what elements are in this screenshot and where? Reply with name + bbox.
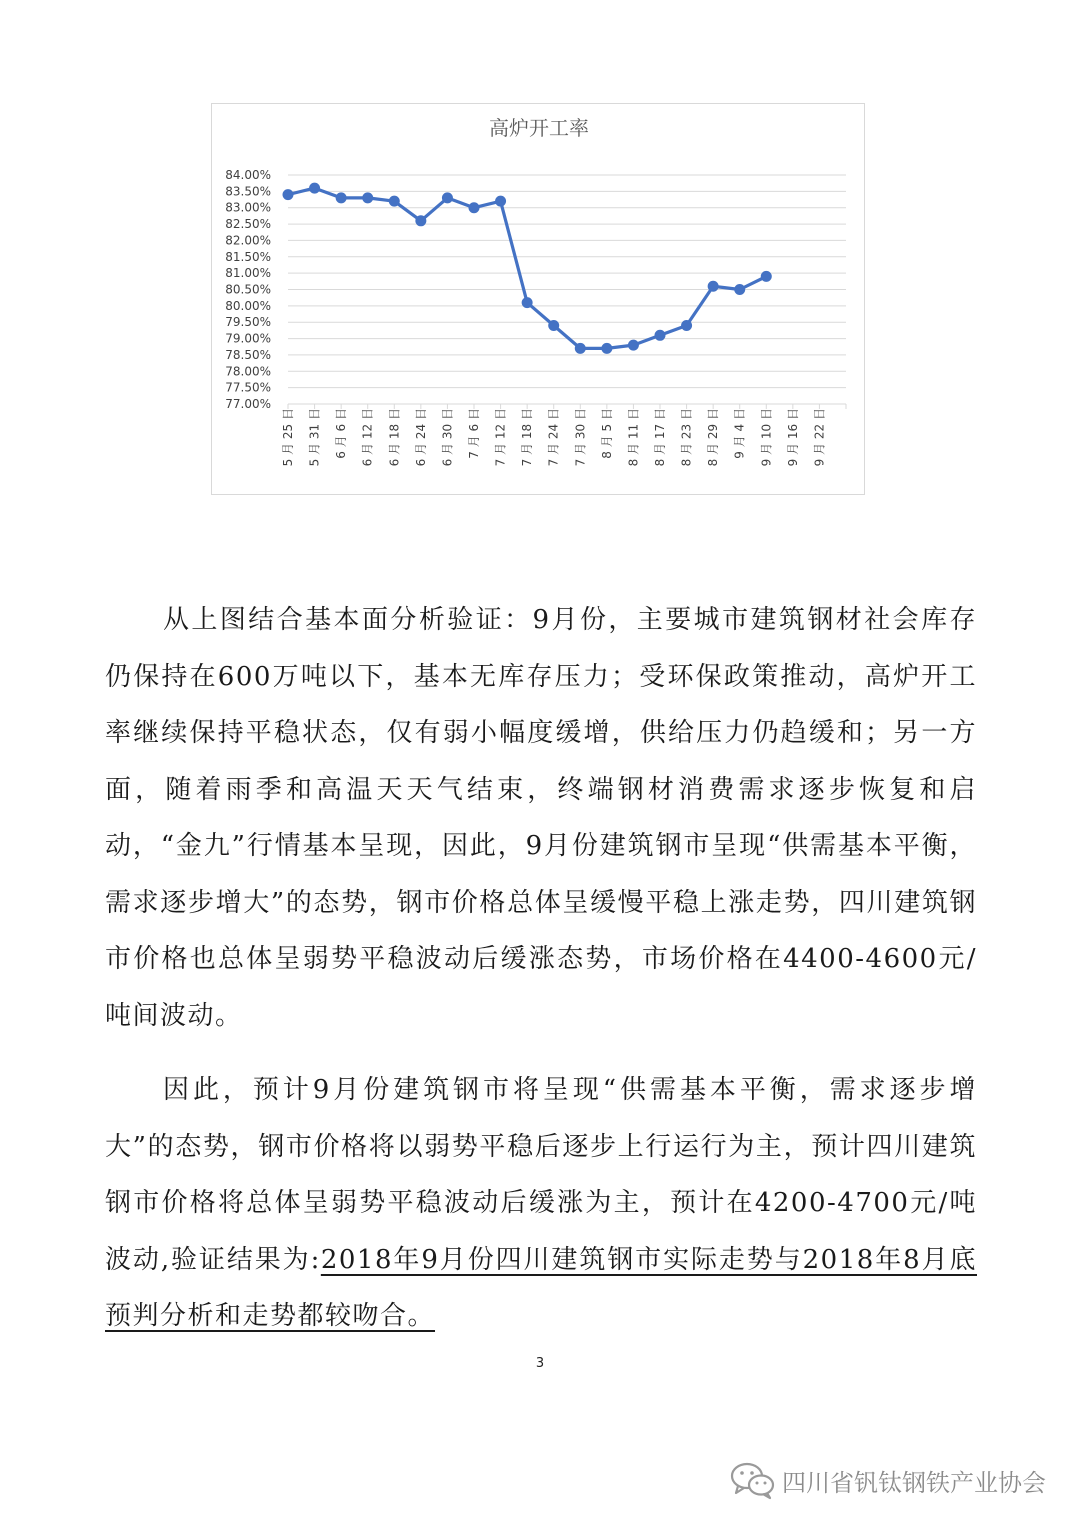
x-tick-label: 9 月 4 日 bbox=[732, 408, 747, 459]
y-tick-label: 84.00% bbox=[225, 168, 271, 182]
data-point bbox=[363, 193, 373, 203]
x-tick-label: 9 月 10 日 bbox=[759, 408, 774, 467]
y-tick-label: 82.00% bbox=[225, 233, 271, 248]
y-tick-label: 78.50% bbox=[225, 347, 271, 362]
data-point bbox=[389, 196, 399, 206]
y-tick-label: 81.00% bbox=[225, 266, 271, 281]
wechat-icon bbox=[730, 1460, 776, 1500]
y-tick-label: 82.50% bbox=[225, 217, 271, 232]
data-point bbox=[549, 320, 559, 330]
y-tick-label: 83.50% bbox=[225, 184, 271, 199]
data-point bbox=[682, 320, 692, 330]
footer-watermark bbox=[730, 1460, 1046, 1500]
x-tick-label: 6 月 30 日 bbox=[440, 408, 455, 467]
x-tick-label: 8 月 5 日 bbox=[599, 408, 614, 459]
paragraph-forecast-text: 因此，预计9月份建筑钢市将呈现“供需基本平衡，需求逐步增大”的态势，钢市价格将以弱势平稳后逐步上行运行为主，预计四川建筑钢市价格将总体呈弱势平稳波动后缓涨为主，预计在4200-4700元/吨波动,验证结果为: bbox=[105, 1075, 977, 1275]
x-tick-label: 7 月 18 日 bbox=[520, 408, 535, 467]
x-tick-label: 5 月 31 日 bbox=[307, 408, 322, 467]
x-tick-label: 9 月 22 日 bbox=[812, 408, 827, 467]
blast-furnace-rate-chart bbox=[212, 104, 866, 496]
chart-title: 高炉开工率 bbox=[489, 116, 589, 140]
y-tick-label: 77.00% bbox=[225, 397, 271, 411]
data-point bbox=[442, 193, 452, 203]
x-tick-label: 5 月 25 日 bbox=[281, 408, 295, 467]
x-tick-label: 6 月 18 日 bbox=[387, 408, 402, 467]
data-point bbox=[655, 330, 665, 340]
x-tick-label: 9 月 16 日 bbox=[785, 408, 800, 467]
y-tick-label: 77.50% bbox=[225, 380, 271, 395]
x-tick-label: 7 月 12 日 bbox=[493, 408, 508, 467]
data-point bbox=[469, 203, 479, 213]
paragraph-verification: 从上图结合基本面分析验证：9月份，主要城市建筑钢材社会库存仍保持在600万吨以下，基本无库存压力；受环保政策推动，高炉开工率继续保持平稳状态，仅有弱小幅度缓增，供给压力仍趋缓和；另一方面，随着雨季和高温天天气结束，终端钢材消费需求逐步恢复和启动，“金九”行情基本呈现，因此，9月份建筑钢市呈现“供需基本平衡，需求逐步增大”的态势，钢市价格总体呈缓慢平稳上涨走势，四川建筑钢市价格也总体呈弱势平稳波动后缓涨态势，市场价格在4400-4600元/吨间波动。 bbox=[105, 605, 977, 1031]
page-number: 3 bbox=[535, 1356, 545, 1371]
y-tick-label: 83.00% bbox=[225, 200, 271, 215]
x-tick-label: 6 月 24 日 bbox=[413, 408, 428, 467]
x-tick-label: 8 月 23 日 bbox=[679, 408, 694, 467]
data-point bbox=[761, 271, 771, 281]
x-tick-label: 8 月 11 日 bbox=[626, 408, 641, 467]
y-tick-label: 80.50% bbox=[225, 282, 271, 297]
data-point bbox=[735, 285, 745, 295]
x-tick-label: 6 月 6 日 bbox=[334, 408, 349, 459]
y-tick-label: 81.50% bbox=[225, 249, 271, 264]
data-point bbox=[310, 183, 320, 193]
y-tick-label: 79.50% bbox=[225, 315, 271, 330]
data-point bbox=[336, 193, 346, 203]
data-point bbox=[708, 281, 718, 291]
data-point bbox=[575, 343, 585, 353]
data-point bbox=[283, 190, 293, 200]
data-point bbox=[496, 196, 506, 206]
paragraph-forecast-conclusion: 2018年9月份四川建筑钢市实际走势与2018年8月底预判分析和走势都较吻合。 bbox=[105, 1244, 977, 1331]
paragraph-forecast bbox=[105, 1062, 977, 1345]
data-point bbox=[628, 340, 638, 350]
x-tick-label: 7 月 6 日 bbox=[467, 408, 481, 459]
y-tick-label: 79.00% bbox=[225, 331, 271, 346]
chart-container bbox=[211, 103, 865, 495]
x-tick-label: 8 月 29 日 bbox=[706, 408, 721, 467]
data-point bbox=[522, 298, 532, 308]
x-tick-label: 7 月 30 日 bbox=[573, 408, 588, 467]
y-tick-label: 80.00% bbox=[225, 298, 271, 313]
series-line bbox=[288, 188, 766, 348]
x-tick-label: 8 月 17 日 bbox=[653, 408, 667, 467]
x-tick-label: 7 月 24 日 bbox=[546, 408, 561, 467]
y-tick-label: 78.00% bbox=[225, 364, 271, 379]
data-point bbox=[416, 216, 426, 226]
footer-org-name: 四川省钒钛钢铁产业协会 bbox=[782, 1468, 1046, 1497]
x-tick-label: 6 月 12 日 bbox=[360, 408, 375, 467]
data-point bbox=[602, 343, 612, 353]
